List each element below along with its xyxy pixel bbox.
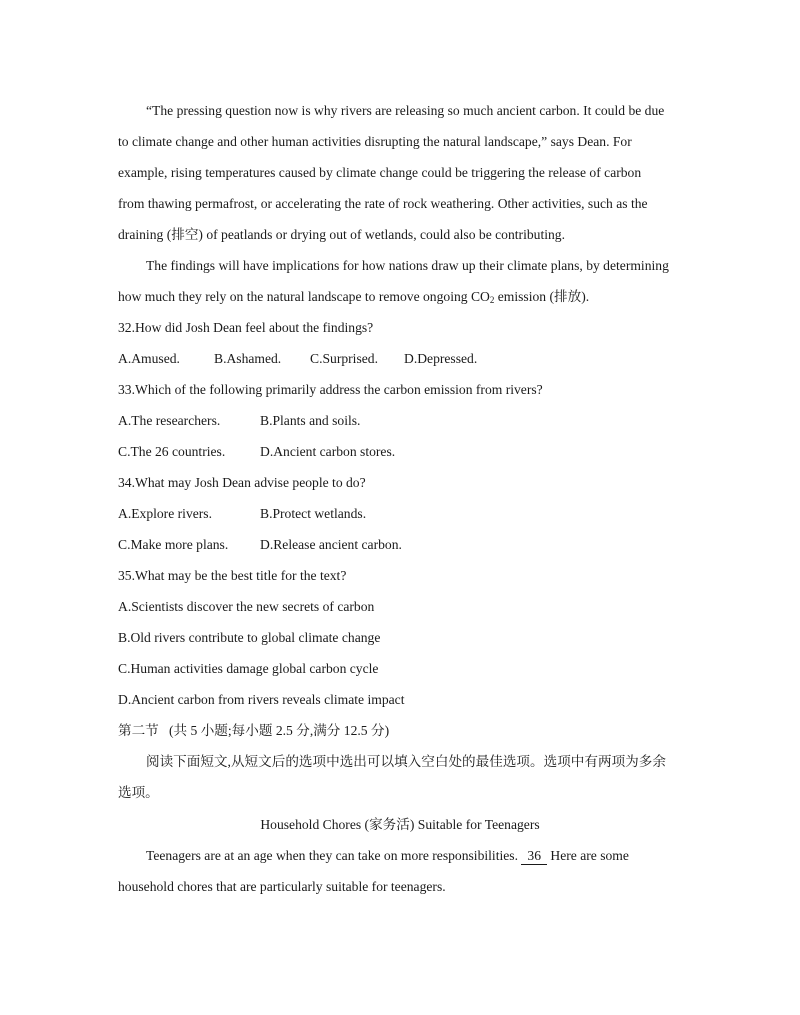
section2-instruction-line2: 选项。 — [118, 785, 159, 800]
question-34-option-d[interactable]: D.Release ancient carbon. — [260, 537, 402, 552]
question-35-option-d[interactable]: D.Ancient carbon from rivers reveals climate impact — [118, 692, 405, 707]
passage-p1-line1: “The pressing question now is why rivers are releasing so much ancient carbon. It could be due — [146, 103, 665, 118]
section2-heading: 第二节 (共 5 小题;每小题 2.5 分,满分 12.5 分) — [118, 723, 390, 738]
section2-para-line2: household chores that are particularly suitable for teenagers. — [118, 879, 446, 894]
question-35-option-c[interactable]: C.Human activities damage global carbon cycle — [118, 661, 379, 676]
question-32-option-a[interactable]: A.Amused. — [118, 351, 180, 366]
question-34-option-c[interactable]: C.Make more plans. — [118, 537, 229, 552]
question-33-option-b[interactable]: B.Plants and soils. — [260, 413, 361, 428]
co2-subscript: 2 — [489, 295, 495, 305]
passage-p1-line4: from thawing permafrost, or accelerating the rate of rock weathering. Other activities, such as the — [118, 196, 648, 211]
question-33-stem: 33.Which of the following primarily address the carbon emission from rivers? — [118, 382, 543, 397]
question-32-option-d[interactable]: D.Depressed. — [404, 351, 478, 366]
question-32-option-b[interactable]: B.Ashamed. — [214, 351, 282, 366]
section2-para-line1-b: Here are some — [550, 848, 629, 863]
question-34-option-b[interactable]: B.Protect wetlands. — [260, 506, 367, 521]
question-33-option-a[interactable]: A.The researchers. — [118, 413, 221, 428]
question-35-option-b[interactable]: B.Old rivers contribute to global climate change — [118, 630, 381, 645]
passage-p2-line2-b: emission (排放). — [494, 289, 590, 304]
passage-p1-line5: draining (排空) of peatlands or drying out of wetlands, could also be contributing. — [118, 227, 565, 242]
blank-36[interactable]: 36 — [521, 848, 547, 865]
question-34-stem: 34.What may Josh Dean advise people to do? — [118, 475, 366, 490]
section2-para-line1 — [146, 847, 629, 865]
passage-p1-line3: example, rising temperatures caused by climate change could be triggering the release of carbon — [118, 165, 642, 180]
section2-title: Household Chores (家务活) Suitable for Teenagers — [260, 817, 540, 832]
section2-instruction-line1: 阅读下面短文,从短文后的选项中选出可以填入空白处的最佳选项。选项中有两项为多余 — [146, 754, 666, 769]
question-33-options-row2 — [118, 443, 395, 461]
question-32-stem: 32.How did Josh Dean feel about the findings? — [118, 320, 374, 335]
question-34-options-row1 — [118, 505, 366, 523]
question-34-option-a[interactable]: A.Explore rivers. — [118, 506, 212, 521]
passage-p2-line1: The findings will have implications for how nations draw up their climate plans, by determining — [146, 258, 669, 273]
question-33-options-row1 — [118, 412, 360, 430]
passage-p1-line2: to climate change and other human activities disrupting the natural landscape,” says Dean. For — [118, 134, 632, 149]
question-32-options — [118, 350, 477, 368]
question-33-option-d[interactable]: D.Ancient carbon stores. — [260, 444, 396, 459]
question-32-option-c[interactable]: C.Surprised. — [310, 351, 378, 366]
question-35-option-a[interactable]: A.Scientists discover the new secrets of carbon — [118, 599, 375, 614]
section2-para-line1-a: Teenagers are at an age when they can take on more responsibilities. — [146, 848, 518, 863]
question-35-stem: 35.What may be the best title for the text? — [118, 568, 347, 583]
question-34-options-row2 — [118, 536, 402, 554]
passage-p2-line2-a: how much they rely on the natural landscape to remove ongoing CO — [118, 289, 490, 304]
passage-p2-line2 — [118, 288, 589, 309]
question-33-option-c[interactable]: C.The 26 countries. — [118, 444, 226, 459]
